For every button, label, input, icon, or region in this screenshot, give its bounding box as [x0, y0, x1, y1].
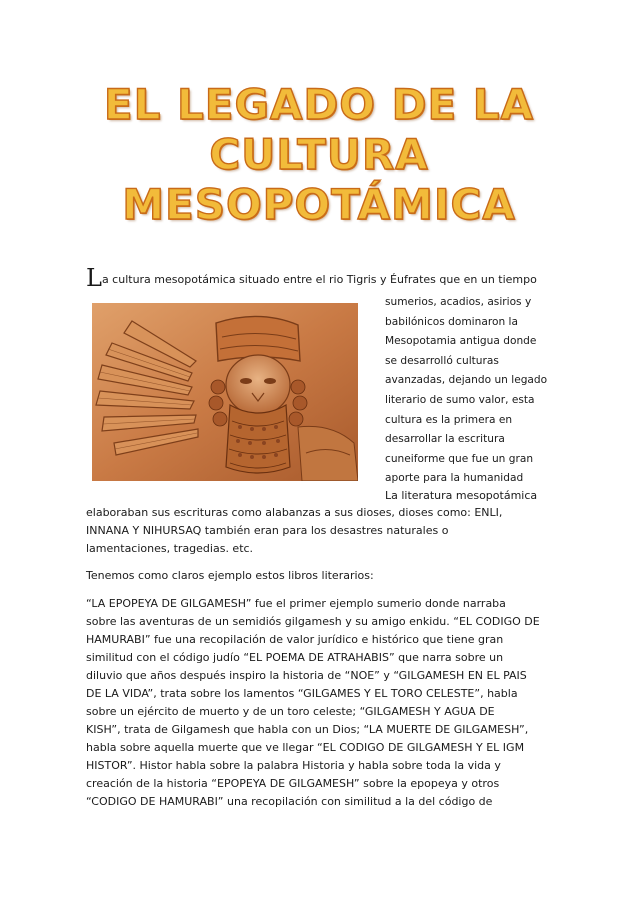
title-line-3: MESOPOTÁMICA [122, 180, 516, 229]
side-line: cultura es la primera en [385, 413, 513, 426]
literature-line: elaboraban sus escrituras como alabanzas a sus dioses, dioses como: ENLI, [86, 506, 503, 519]
paragraph-line: diluvio que años después inspiro la historia de “NOE” y “GILGAMESH EN EL PAIS [86, 669, 527, 682]
paragraph-line: HAMURABI” fue una recopilación de valor jurídico e histórico que tiene gran [86, 633, 504, 646]
example-line: Tenemos como claros ejemplo estos libros literarios: [86, 569, 374, 582]
side-line: literario de sumo valor, esta [385, 393, 535, 406]
side-line: Mesopotamia antigua donde [385, 335, 537, 348]
paragraph-line: “LA EPOPEYA DE GILGAMESH” fue el primer ejemplo sumerio donde narraba [86, 597, 506, 610]
assyrian-relief-image [92, 303, 358, 481]
title-line-2: CULTURA [209, 130, 429, 179]
drop-cap: L [86, 264, 102, 292]
paragraph-line: sobre un ejército de muerto y de un toro celeste; “GILGAMESH Y AGUA DE [86, 705, 495, 718]
literature-line: La literatura mesopotámica [385, 489, 538, 502]
side-line: babilónicos dominaron la [385, 315, 518, 328]
side-column-text [385, 293, 555, 489]
paragraph-line: habla sobre aquella muerte que ve llegar “EL CODIGO DE GILGAMESH Y EL IGM [86, 741, 525, 754]
side-line: desarrollar la escritura [385, 433, 505, 446]
intro-line [86, 264, 537, 292]
paragraph-line: creación de la historia “EPOPEYA DE GILGAMESH” sobre la epopeya y otros [86, 777, 500, 790]
paragraph-line: similitud con el código judío “EL POEMA DE ATRAHABIS” que narra sobre un [86, 651, 504, 664]
side-line: aporte para la humanidad [385, 472, 524, 485]
literature-line: INNANA Y NIHURSAQ también eran para los desastres naturales o [86, 524, 449, 537]
side-line: sumerios, acadios, asirios y [385, 296, 532, 308]
paragraph-line: KISH”, trata de Gilgamesh que habla con un Dios; “LA MUERTE DE GILGAMESH”, [86, 723, 529, 736]
paragraph-line: DE LA VIDA”, trata sobre los lamentos “GILGAMES Y EL TORO CELESTE”, habla [86, 687, 518, 700]
document-title [0, 80, 638, 230]
title-line-1: EL LEGADO DE LA [103, 80, 535, 129]
paragraph-line: sobre las aventuras de un semidiós gilgamesh y su amigo enkidu. “EL CODIGO DE [86, 615, 540, 628]
relief-svg [92, 303, 358, 481]
side-line: avanzadas, dejando un legado [385, 374, 548, 387]
paragraph-line: “CODIGO DE HAMURABI” una recopilación con similitud a la del código de [86, 795, 493, 808]
literature-line: lamentaciones, tragedias. etc. [86, 542, 254, 555]
paragraph-line: HISTOR”. Histor habla sobre la palabra Historia y habla sobre toda la vida y [86, 759, 501, 772]
intro-text: a cultura mesopotámica situado entre el rio Tigris y Éufrates que en un tiempo [101, 273, 537, 286]
side-line: se desarrolló culturas [385, 354, 499, 367]
side-line: cuneiforme que fue un gran [385, 452, 534, 465]
